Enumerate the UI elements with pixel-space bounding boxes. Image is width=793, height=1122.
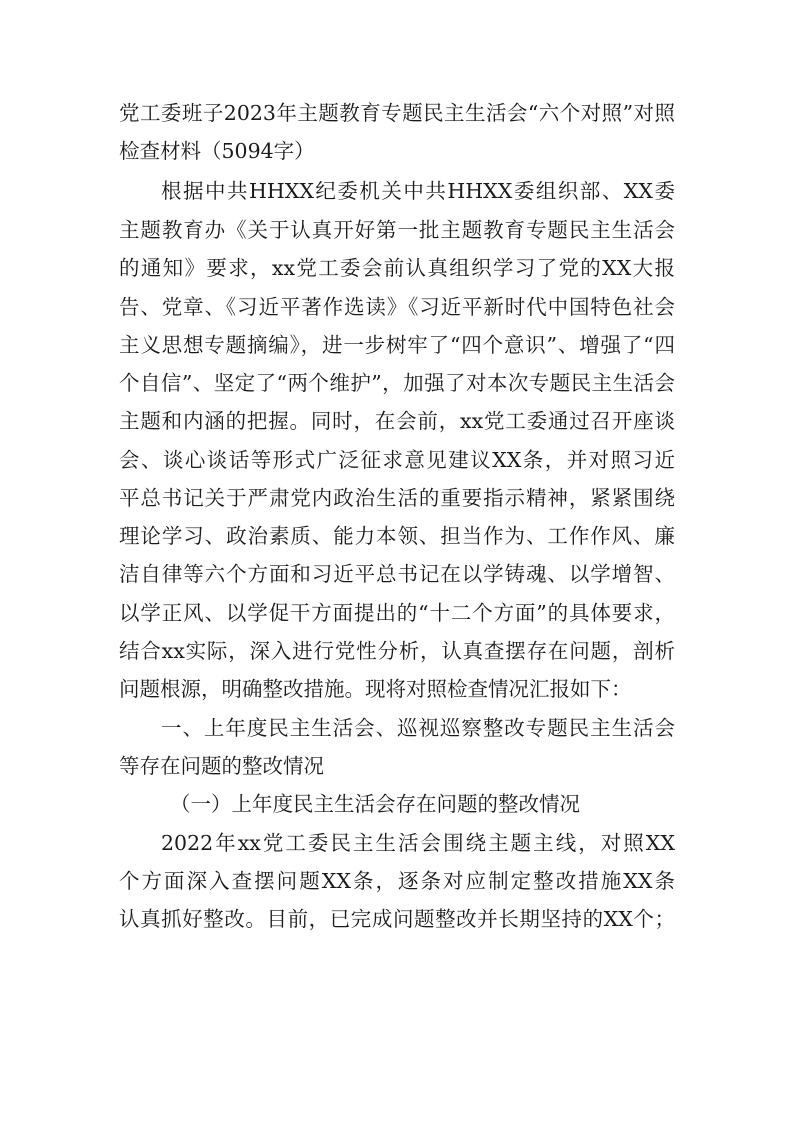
paragraph-line: 平总书记关于严肃党内政治生活的重要指示精神，紧紧围绕: [119, 486, 675, 510]
paragraph-line: 以学正风、以学促干方面提出的“十二个方面”的具体要求，: [119, 601, 675, 625]
paragraph-line: 个方面深入查摆问题XX条，逐条对应制定整改措施XX条: [119, 869, 675, 893]
paragraph-line: 主题和内涵的把握。同时，在会前，xx党工委通过召开座谈: [119, 409, 675, 433]
paragraph-line: 问题根源，明确整改措施。现将对照检查情况汇报如下：: [119, 677, 632, 701]
paragraph-line: 洁自律等六个方面和习近平总书记在以学铸魂、以学增智、: [119, 562, 675, 586]
document-title-line-2: 检查材料（5094字）: [119, 139, 315, 163]
paragraph-line: 根据中共HHXX纪委机关中共HHXX委组织部、XX委: [161, 179, 675, 203]
paragraph-line: 2022年xx党工委民主生活会围绕主题主线，对照XX: [161, 831, 675, 855]
paragraph-line: 主义思想专题摘编》，进一步树牢了“四个意识”、增强了“四: [119, 333, 675, 357]
section-heading-line-2: 等存在问题的整改情况: [119, 754, 324, 778]
paragraph-line: 结合xx实际，深入进行党性分析，认真查摆存在问题，剖析: [119, 639, 675, 663]
section-heading-line-1: 一、上年度民主生活会、巡视巡察整改专题民主生活会: [161, 716, 675, 740]
document-title-line-1: 党工委班子2023年主题教育专题民主生活会“六个对照”对照: [119, 101, 675, 125]
subsection-heading: （一）上年度民主生活会存在问题的整改情况: [170, 792, 580, 816]
paragraph-line: 的通知》要求，xx党工委会前认真组织学习了党的XX大报: [119, 256, 675, 280]
paragraph-line: 个自信”、坚定了“两个维护”，加强了对本次专题民主生活会: [119, 371, 675, 395]
paragraph-line: 理论学习、政治素质、能力本领、担当作为、工作作风、廉: [119, 524, 675, 548]
paragraph-line: 会、谈心谈话等形式广泛征求意见建议XX条，并对照习近: [119, 448, 675, 472]
paragraph-line: 主题教育办《关于认真开好第一批主题教育专题民主生活会: [119, 218, 675, 242]
paragraph-line: 认真抓好整改。目前，已完成问题整改并长期坚持的XX个；: [119, 907, 675, 931]
paragraph-line: 告、党章、《习近平著作选读》《习近平新时代中国特色社会: [119, 295, 675, 319]
